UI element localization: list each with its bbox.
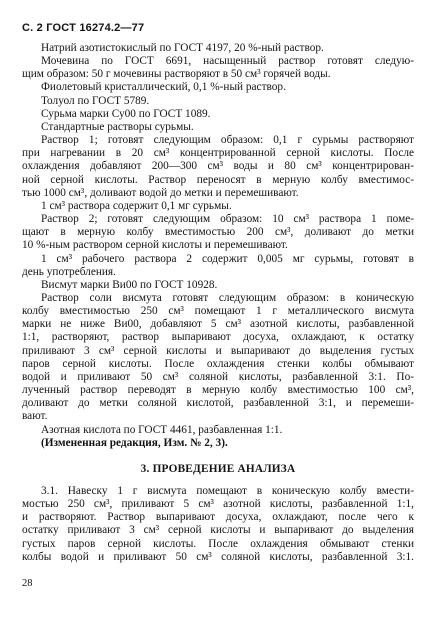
text-line: мостью 250 см³, приливают 5 см³ азотной кислоты, разбавленной 1:1, <box>22 498 414 511</box>
text-line: Мочевина по ГОСТ 6691, насыщенный раствор готовят следую- <box>41 55 414 68</box>
text-line: вают. <box>22 410 48 423</box>
text-line: 1:1, растворяют, раствор выпаривают досуха, охлаждают, к остатку <box>22 331 414 344</box>
text-line: водой и приливают 50 см³ соляной кислоты, разбавленной 3:1. По- <box>22 370 414 383</box>
text-line: приливают 3 см³ серной кислоты и выпаривают до выделения густых <box>22 344 414 357</box>
page-header: С. 2 ГОСТ 16274.2—77 <box>22 22 145 34</box>
section-heading: 3. ПРОВЕДЕНИЕ АНАЛИЗА <box>140 462 296 475</box>
text-line: Сурьма марки Су00 по ГОСТ 1089. <box>41 107 211 120</box>
text-line: Раствор 2; готовят следующим образом: 10 см³ раствора 1 поме- <box>41 213 414 226</box>
section-paragraphs <box>22 485 414 564</box>
text-line: Азотная кислота по ГОСТ 4461, разбавленная 1:1. <box>41 423 283 436</box>
text-line: остатку приливают 3 см³ серной кислоты и выпаривают до выделения <box>22 524 414 537</box>
text-line: при нагревании в 20 см³ концентрированной серной кислоты. После <box>22 147 414 160</box>
text-line: густых паров серной кислоты. После охлаждения обмывают стенки <box>22 537 414 550</box>
text-line: Стандартные растворы сурьмы. <box>41 120 194 133</box>
text-line: 1 см³ рабочего раствора 2 содержит 0,005 мг сурьмы, готовят в <box>41 252 414 265</box>
page-body <box>22 42 414 564</box>
text-line: (Измененная редакция, Изм. № 2, 3). <box>41 436 228 449</box>
text-line: Раствор 1; готовят следующим образом: 0,1 г сурьмы растворяют <box>41 134 414 147</box>
text-line: щим образом: 50 г мочевины растворяют в 50 см³ горячей воды. <box>22 68 331 81</box>
text-line: колбу вместимостью 250 см³ помещают 1 г металлического висмута <box>22 305 414 318</box>
text-line: ной серной кислоты. Раствор переносят в мерную колбу вместимос- <box>22 173 414 186</box>
text-line: лученный раствор переводят в мерную колбу вместимостью 100 см³, <box>22 384 414 397</box>
text-line: тью 1000 см³, доливают водой до метки и перемешивают. <box>22 186 299 199</box>
text-line: Толуол по ГОСТ 5789. <box>41 94 150 107</box>
materials-paragraphs <box>22 42 414 450</box>
text-line: 10 %-ным раствором серной кислоты и перемешивают. <box>22 239 288 252</box>
text-line: Висмут марки Ви00 по ГОСТ 10928. <box>41 278 218 291</box>
text-line: Раствор соли висмута готовят следующим образом: в коническую <box>41 291 414 304</box>
text-line: паров серной кислоты. После охлаждения стенки колбы обмывают <box>22 357 414 370</box>
text-line: доливают до метки соляной кислотой, разбавленной 3:1, и перемеши- <box>22 397 414 410</box>
text-line: марки не ниже Ви00, добавляют 5 см³ азотной кислоты, разбавленной <box>22 318 414 331</box>
text-line: охлаждения добавляют 200—300 см³ воды и 80 см³ концентрирован- <box>22 160 414 173</box>
text-line: Натрий азотистокислый по ГОСТ 4197, 20 %-ный раствор. <box>41 42 324 54</box>
text-line: и растворяют. Раствор выпаривают досуха, охлаждают, после чего к <box>22 511 414 524</box>
text-line: день употребления. <box>22 265 116 278</box>
text-line: колбы водой и приливают 50 см³ соляной кислоты, разбавленной 3:1. <box>22 550 414 563</box>
text-line: Фиолетовый кристаллический, 0,1 %-ный раствор. <box>41 81 286 94</box>
text-line: щают в мерную колбу вместимостью 200 см³, доливают до метки <box>22 226 414 239</box>
text-line: 3.1. Навеску 1 г висмута помещают в коническую колбу вмести- <box>41 485 414 497</box>
text-line: 1 см³ раствора содержит 0,1 мг сурьмы. <box>41 199 232 212</box>
page-number: 28 <box>22 578 33 589</box>
